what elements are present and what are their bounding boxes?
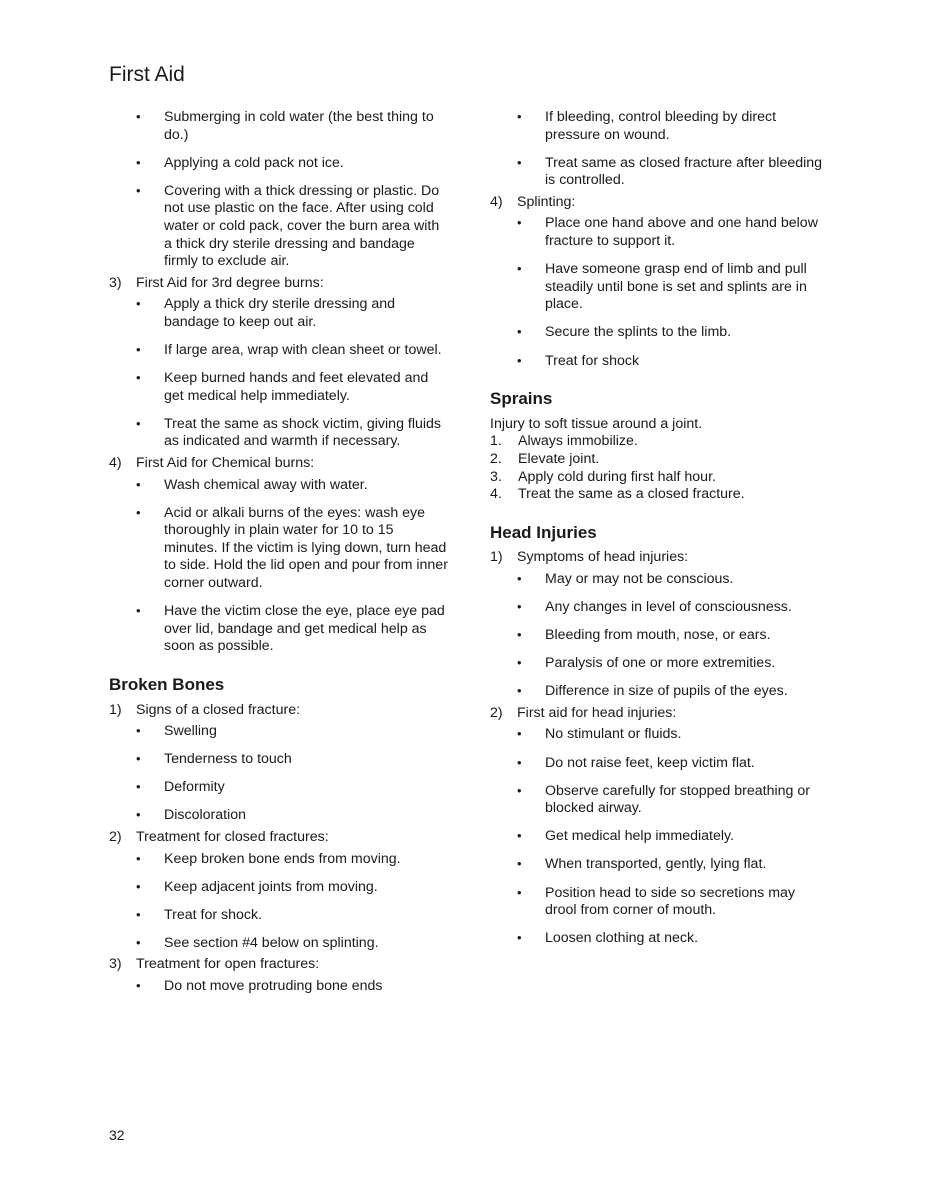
item-label: First aid for head injuries: (517, 704, 677, 721)
list-item: • Difference in size of pupils of the eyes. (490, 683, 825, 701)
list-item (490, 469, 825, 487)
list-item: • When transported, gently, lying flat. (490, 856, 825, 874)
numbered-item (490, 705, 825, 723)
right-column (490, 109, 825, 958)
list-item: • Discoloration (109, 807, 449, 825)
section-title-broken-bones: Broken Bones (109, 674, 225, 694)
list-item: • If bleeding, control bleeding by direct pressure on wound. (490, 109, 825, 144)
item-label: Splinting: (517, 193, 576, 210)
sprains-intro: Injury to soft tissue around a joint. (490, 415, 703, 432)
step-text: Always immobilize. (518, 433, 638, 450)
left-column (109, 109, 449, 1006)
list-item: • Swelling (109, 723, 449, 741)
item-number: 1) (490, 549, 503, 566)
list-item: • Have the victim close the eye, place eye pad over lid, bandage and get medical help as soon as possible. (109, 603, 449, 656)
list-item: • Do not move protruding bone ends (109, 978, 449, 996)
item-label: First Aid for Chemical burns: (136, 455, 315, 471)
list-item: • Covering with a thick dressing or plastic. Do not use plastic on the face. After using cold water or cold pack, cover the burn area with a thick dry sterile dressing and bandage firmly to exclude air. (109, 183, 449, 271)
list-item: • Position head to side so secretions may drool from corner of mouth. (490, 885, 825, 920)
list-item: • Place one hand above and one hand below fracture to support it. (490, 215, 825, 250)
step-number: 3. (490, 468, 502, 485)
list-item: • Tenderness to touch (109, 751, 449, 769)
step-number: 2. (490, 450, 502, 467)
list-item: • Treat for shock (490, 353, 825, 371)
numbered-item (490, 549, 825, 567)
list-item (490, 451, 825, 469)
item-number: 1) (109, 701, 122, 718)
item-label: First Aid for 3rd degree burns: (136, 274, 324, 291)
list-item: • Secure the splints to the limb. (490, 324, 825, 342)
section-title-head-injuries: Head Injuries (490, 522, 597, 542)
numbered-item (109, 956, 449, 974)
item-label: Symptoms of head injuries: (517, 549, 689, 566)
list-item (490, 486, 825, 504)
sprains-steps (490, 433, 825, 503)
list-item: • Submerging in cold water (the best thing to do.) (109, 109, 449, 144)
step-number: 1. (490, 433, 502, 450)
list-item: • Treat for shock. (109, 907, 449, 925)
numbered-item (109, 455, 449, 473)
step-text: Treat the same as a closed fracture. (518, 486, 745, 503)
list-item: • Keep adjacent joints from moving. (109, 879, 449, 897)
item-label: Treatment for closed fractures: (136, 829, 329, 845)
step-text: Apply cold during first half hour. (518, 468, 716, 485)
list-item: • Treat the same as shock victim, giving fluids as indicated and warmth if necessary. (109, 416, 449, 451)
list-item: • Acid or alkali burns of the eyes: wash eye thoroughly in plain water for 10 to 15 minutes. If the victim is lying down, turn head to side. Hold the lid open and pour from inner corner outward. (109, 505, 449, 593)
step-number: 4. (490, 486, 502, 503)
page-number: 32 (109, 1127, 125, 1143)
list-item: • Keep burned hands and feet elevated and get medical help immediately. (109, 370, 449, 405)
item-number: 3) (109, 956, 122, 973)
list-item: • Paralysis of one or more extremities. (490, 655, 825, 673)
page-header-title: First Aid (109, 63, 185, 86)
numbered-item (490, 194, 825, 212)
list-item: • Keep broken bone ends from moving. (109, 851, 449, 869)
list-item: • Any changes in level of consciousness. (490, 599, 825, 617)
list-item: • If large area, wrap with clean sheet or towel. (109, 342, 449, 360)
list-item: • Wash chemical away with water. (109, 477, 449, 495)
list-item: • Apply a thick dry sterile dressing and bandage to keep out air. (109, 296, 449, 331)
list-item: • Get medical help immediately. (490, 828, 825, 846)
item-number: 4) (490, 193, 503, 210)
list-item: • Deformity (109, 779, 449, 797)
item-label: Signs of a closed fracture: (136, 701, 301, 718)
list-item: • Have someone grasp end of limb and pull steadily until bone is set and splints are in place. (490, 261, 825, 314)
list-item: • See section #4 below on splinting. (109, 935, 449, 953)
list-item: • Do not raise feet, keep victim flat. (490, 755, 825, 773)
list-item: • May or may not be conscious. (490, 571, 825, 589)
numbered-item (109, 829, 449, 847)
list-item: • Bleeding from mouth, nose, or ears. (490, 627, 825, 645)
item-number: 4) (109, 455, 122, 471)
list-item (490, 433, 825, 451)
numbered-item (109, 275, 449, 293)
list-item: • Loosen clothing at neck. (490, 930, 825, 948)
list-item: • Observe carefully for stopped breathing or blocked airway. (490, 783, 825, 818)
numbered-item (109, 702, 449, 720)
list-item: • No stimulant or fluids. (490, 726, 825, 744)
item-number: 2) (109, 829, 122, 845)
item-number: 2) (490, 704, 503, 721)
item-label: Treatment for open fractures: (136, 956, 320, 973)
list-item: • Applying a cold pack not ice. (109, 155, 449, 173)
list-item: • Treat same as closed fracture after bleeding is controlled. (490, 155, 825, 190)
section-title-sprains: Sprains (490, 389, 553, 409)
item-number: 3) (109, 274, 122, 291)
step-text: Elevate joint. (518, 450, 600, 467)
